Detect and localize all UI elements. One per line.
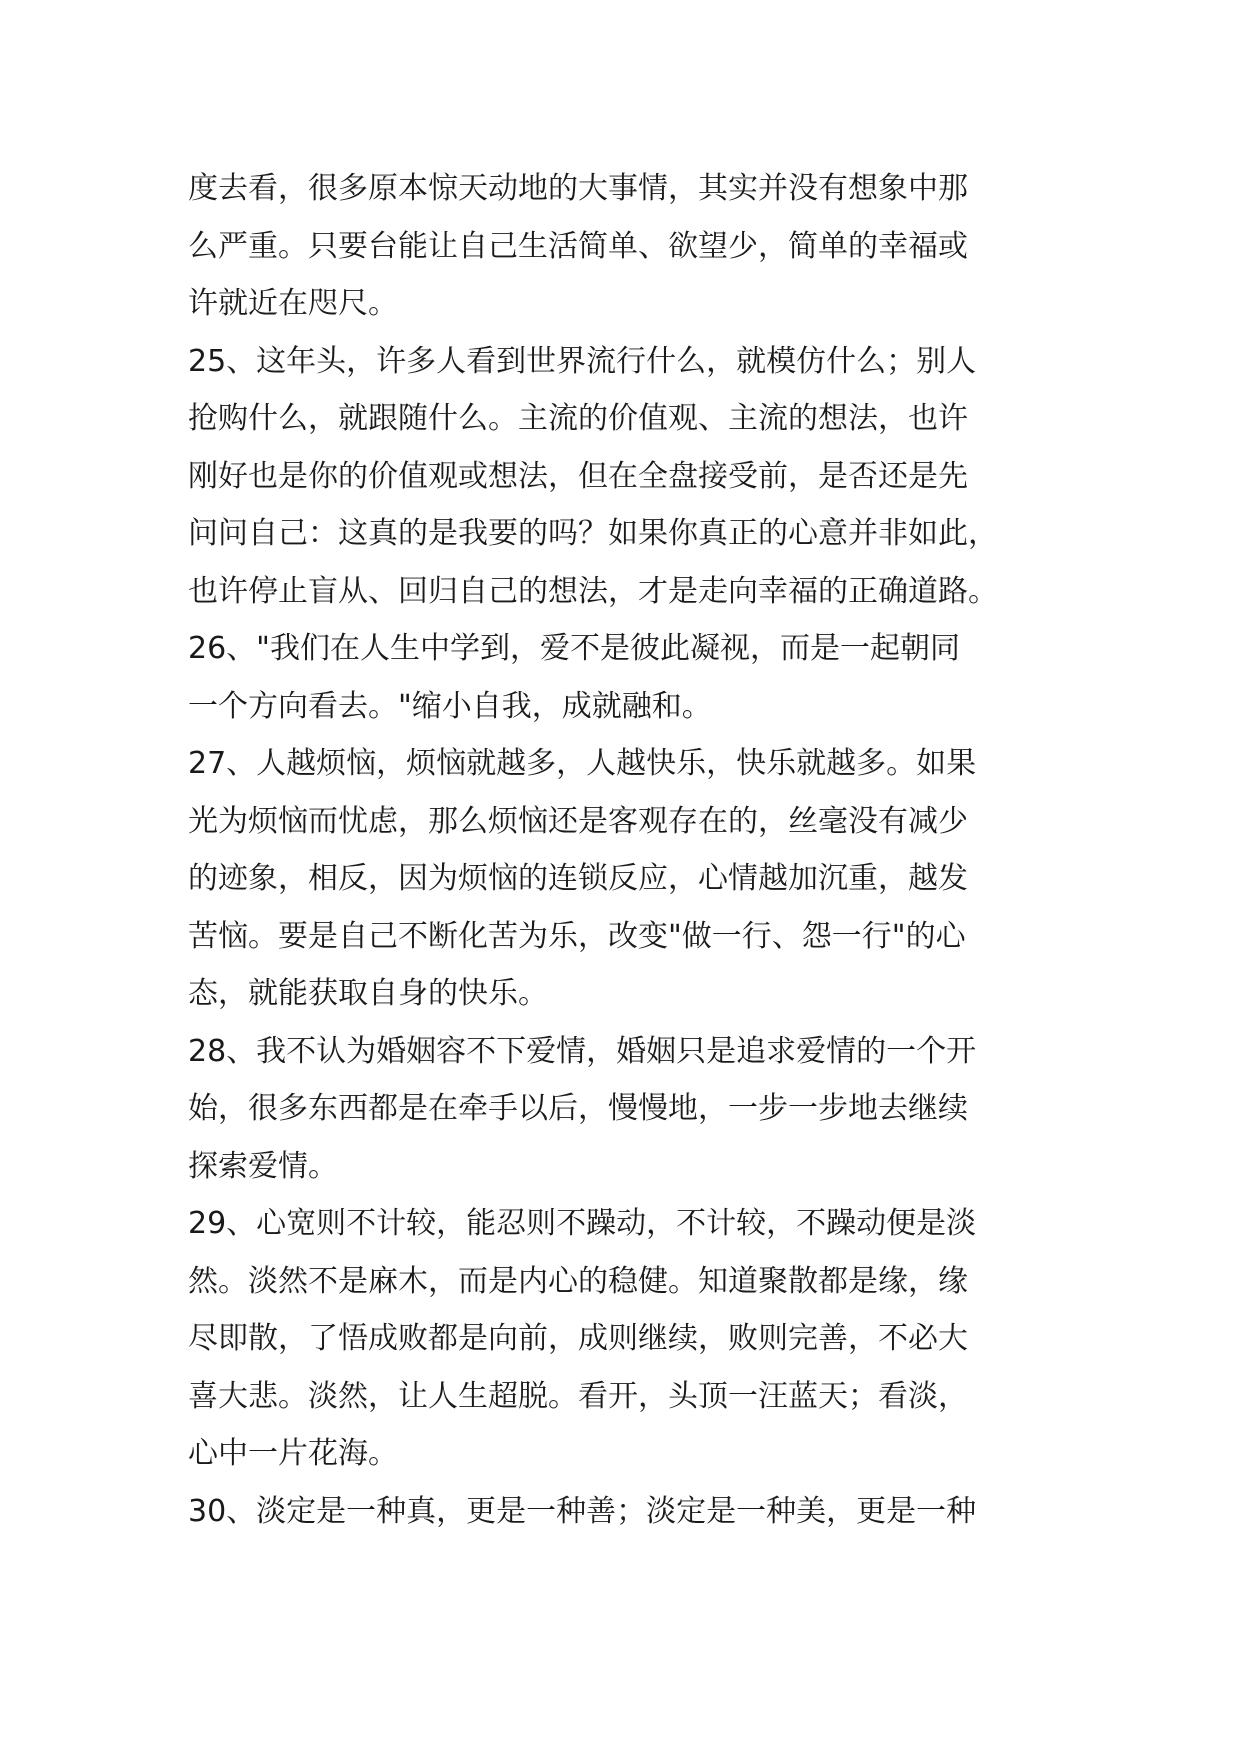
- text-line: 28、我不认为婚姻容不下爱情，婚姻只是追求爱情的一个开: [188, 1033, 977, 1069]
- text-line: 许就近在咫尺。: [188, 286, 398, 321]
- text-line: 始，很多东西都是在牵手以后，慢慢地，一步一步地去继续: [188, 1091, 968, 1126]
- text-line: 25、这年头，许多人看到世界流行什么，就模仿什么；别人: [188, 343, 977, 379]
- text-line: 26、"我们在人生中学到，爱不是彼此凝视，而是一起朝同: [188, 631, 960, 666]
- text-line: 光为烦恼而忧虑，那么烦恼还是客观存在的，丝毫没有减少: [188, 803, 968, 839]
- text-line: 苦恼。要是自己不断化苦为乐，改变"做一行、怨一行"的心: [188, 918, 966, 954]
- text-line: 度去看，很多原本惊天动地的大事情，其实并没有想象中那: [188, 171, 968, 206]
- text-line: 27、人越烦恼，烦恼就越多，人越快乐，快乐就越多。如果: [188, 746, 977, 781]
- text-line: 也许停止盲从、回归自己的想法，才是走向幸福的正确道路。: [188, 573, 998, 609]
- text-line: 一个方向看去。"缩小自我，成就融和。: [188, 688, 712, 724]
- text-line: 尽即散，了悟成败都是向前，成则继续，败则完善，不必大: [188, 1321, 968, 1356]
- text-line: 29、心宽则不计较，能忍则不躁动，不计较，不躁动便是淡: [188, 1206, 977, 1241]
- text-line: 抢购什么，就跟随什么。主流的价值观、主流的想法，也许: [188, 401, 968, 436]
- text-line: 态，就能获取自身的快乐。: [188, 976, 548, 1011]
- text-line: 么严重。只要台能让自己生活简单、欲望少，简单的幸福或: [188, 228, 968, 264]
- document-body: [188, 160, 1060, 1540]
- text-line: 30、淡定是一种真，更是一种善；淡定是一种美，更是一种: [188, 1493, 977, 1529]
- text-line: 刚好也是你的价值观或想法，但在全盘接受前，是否还是先: [188, 458, 968, 494]
- text-line: 问问自己：这真的是我要的吗？如果你真正的心意并非如此，: [188, 516, 998, 551]
- text-line: 然。淡然不是麻木，而是内心的稳健。知道聚散都是缘，缘: [188, 1263, 968, 1299]
- text-line: 探索爱情。: [188, 1148, 338, 1184]
- text-line: 心中一片花海。: [188, 1436, 398, 1471]
- text-line: 的迹象，相反，因为烦恼的连锁反应，心情越加沉重，越发: [188, 861, 968, 896]
- text-line: 喜大悲。淡然，让人生超脱。看开，头顶一汪蓝天；看淡，: [188, 1378, 968, 1414]
